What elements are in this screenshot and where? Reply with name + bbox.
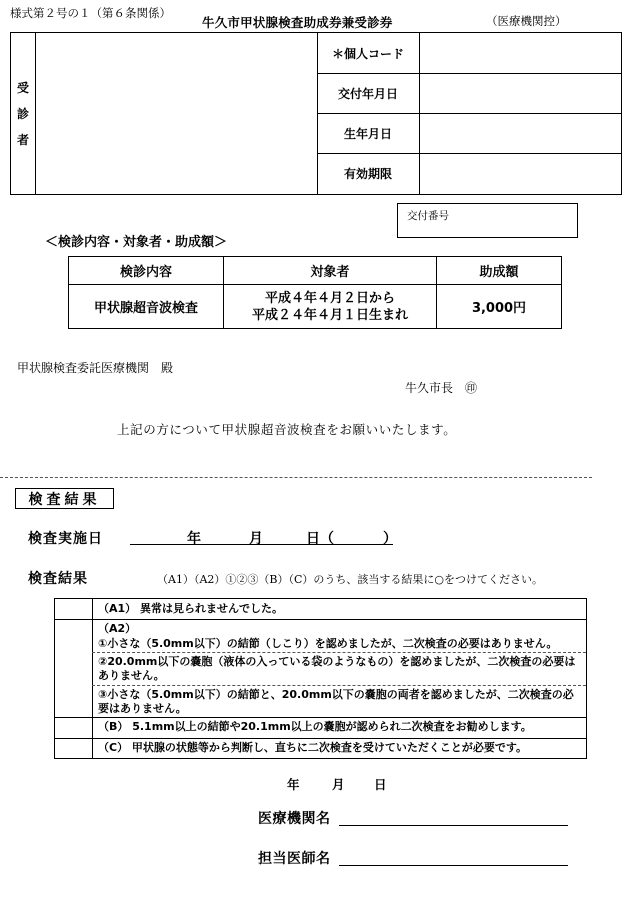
exam-date-close: ） — [383, 531, 397, 547]
institution-name-label: 医療機関名 — [258, 811, 331, 827]
patient-info-table — [10, 32, 622, 195]
table-divider — [35, 33, 36, 194]
table-divider — [92, 685, 586, 686]
request-text: 上記の方について甲状腺超音波検査をお願いいたします。 — [117, 422, 457, 437]
form-number: 様式第２号の１（第６条関係） — [10, 6, 171, 20]
exam-date-label: 検査実施日 — [28, 531, 103, 547]
personal-code-label: ＊個人コード — [331, 46, 404, 61]
result-b: （B） 5.1mm以上の結節や20.1mm以上の嚢胞が認められ二次検査をお勧めします。 — [98, 720, 532, 733]
sign-date-year: 年 — [287, 777, 300, 792]
institution-name-line[interactable] — [339, 825, 568, 826]
result-a2-2: ②20.0mm以下の嚢胞（液体の入っている袋のようなもの）を認めましたが、二次検査の必要はありません。 — [98, 655, 576, 682]
grant-exam-content: 甲状腺超音波検査 — [69, 285, 224, 329]
results-mark-column — [92, 599, 93, 758]
birth-date-label: 生年月日 — [343, 126, 392, 141]
grant-amount: 3,000円 — [437, 285, 562, 329]
cut-line — [0, 477, 592, 478]
grant-section-heading: ＜検診内容・対象者・助成額＞ — [45, 235, 228, 250]
results-table — [54, 598, 587, 759]
results-label: 検査結果 — [28, 571, 88, 587]
exam-date-month: 月 — [249, 531, 263, 547]
result-a2-heading: （A2） — [98, 622, 137, 635]
doctor-name-line[interactable] — [339, 865, 568, 866]
sign-date-day: 日 — [374, 777, 387, 792]
grant-header-target: 対象者 — [224, 257, 437, 285]
result-a2-3: ③小さな（5.0mm以下）の結節と、20.0mm以下の嚢胞の両者を認めましたが、二次検査の必要はありません。 — [98, 688, 574, 715]
issue-date-label: 交付年月日 — [337, 86, 398, 101]
exam-date-year: 年 — [187, 531, 201, 547]
grant-table — [68, 256, 562, 329]
table-divider — [92, 652, 586, 653]
doctor-name-label: 担当医師名 — [258, 851, 331, 867]
results-instruction: （A1）（A2）①②③（B）（C）のうち、該当する結果に○をつけてください。 — [157, 573, 543, 586]
grant-target — [224, 285, 437, 329]
patient-label-char: 診 — [16, 106, 29, 121]
grant-header-amount: 助成額 — [437, 257, 562, 285]
result-a1: （A1） 異常は見られませんでした。 — [98, 602, 283, 615]
grant-target-line: 平成４年４月２日から — [264, 290, 395, 306]
patient-label-char: 受 — [16, 80, 29, 95]
results-title: 検査結果 — [15, 488, 114, 509]
copy-label: （医療機関控） — [486, 14, 567, 28]
mayor-seal: 牛久市長 ㊞ — [405, 381, 478, 395]
table-divider — [55, 717, 586, 718]
expiry-date-label: 有効期限 — [343, 167, 392, 181]
issue-number-label: 交付番号 — [407, 210, 449, 222]
result-c: （C） 甲状腺の状態等から判断し、直ちに二次検査を受けていただくことが必要です。 — [98, 741, 528, 754]
patient-label — [11, 33, 35, 194]
result-a2-1: ①小さな（5.0mm以下）の結節（しこり）を認めましたが、二次検査の必要はありません。 — [98, 637, 558, 650]
grant-header-content: 検診内容 — [69, 257, 224, 285]
addressee: 甲状腺検査委託医療機関 殿 — [17, 361, 174, 375]
table-divider — [55, 619, 586, 620]
table-divider — [55, 738, 586, 739]
grant-target-line: 平成２４年４月１日生まれ — [251, 307, 408, 323]
exam-date-day: 日（ — [306, 531, 334, 547]
issue-number-box — [397, 203, 578, 238]
sign-date-month: 月 — [332, 777, 345, 792]
patient-label-char: 者 — [16, 132, 29, 147]
document-title: 牛久市甲状腺検査助成券兼受診券 — [202, 15, 393, 30]
